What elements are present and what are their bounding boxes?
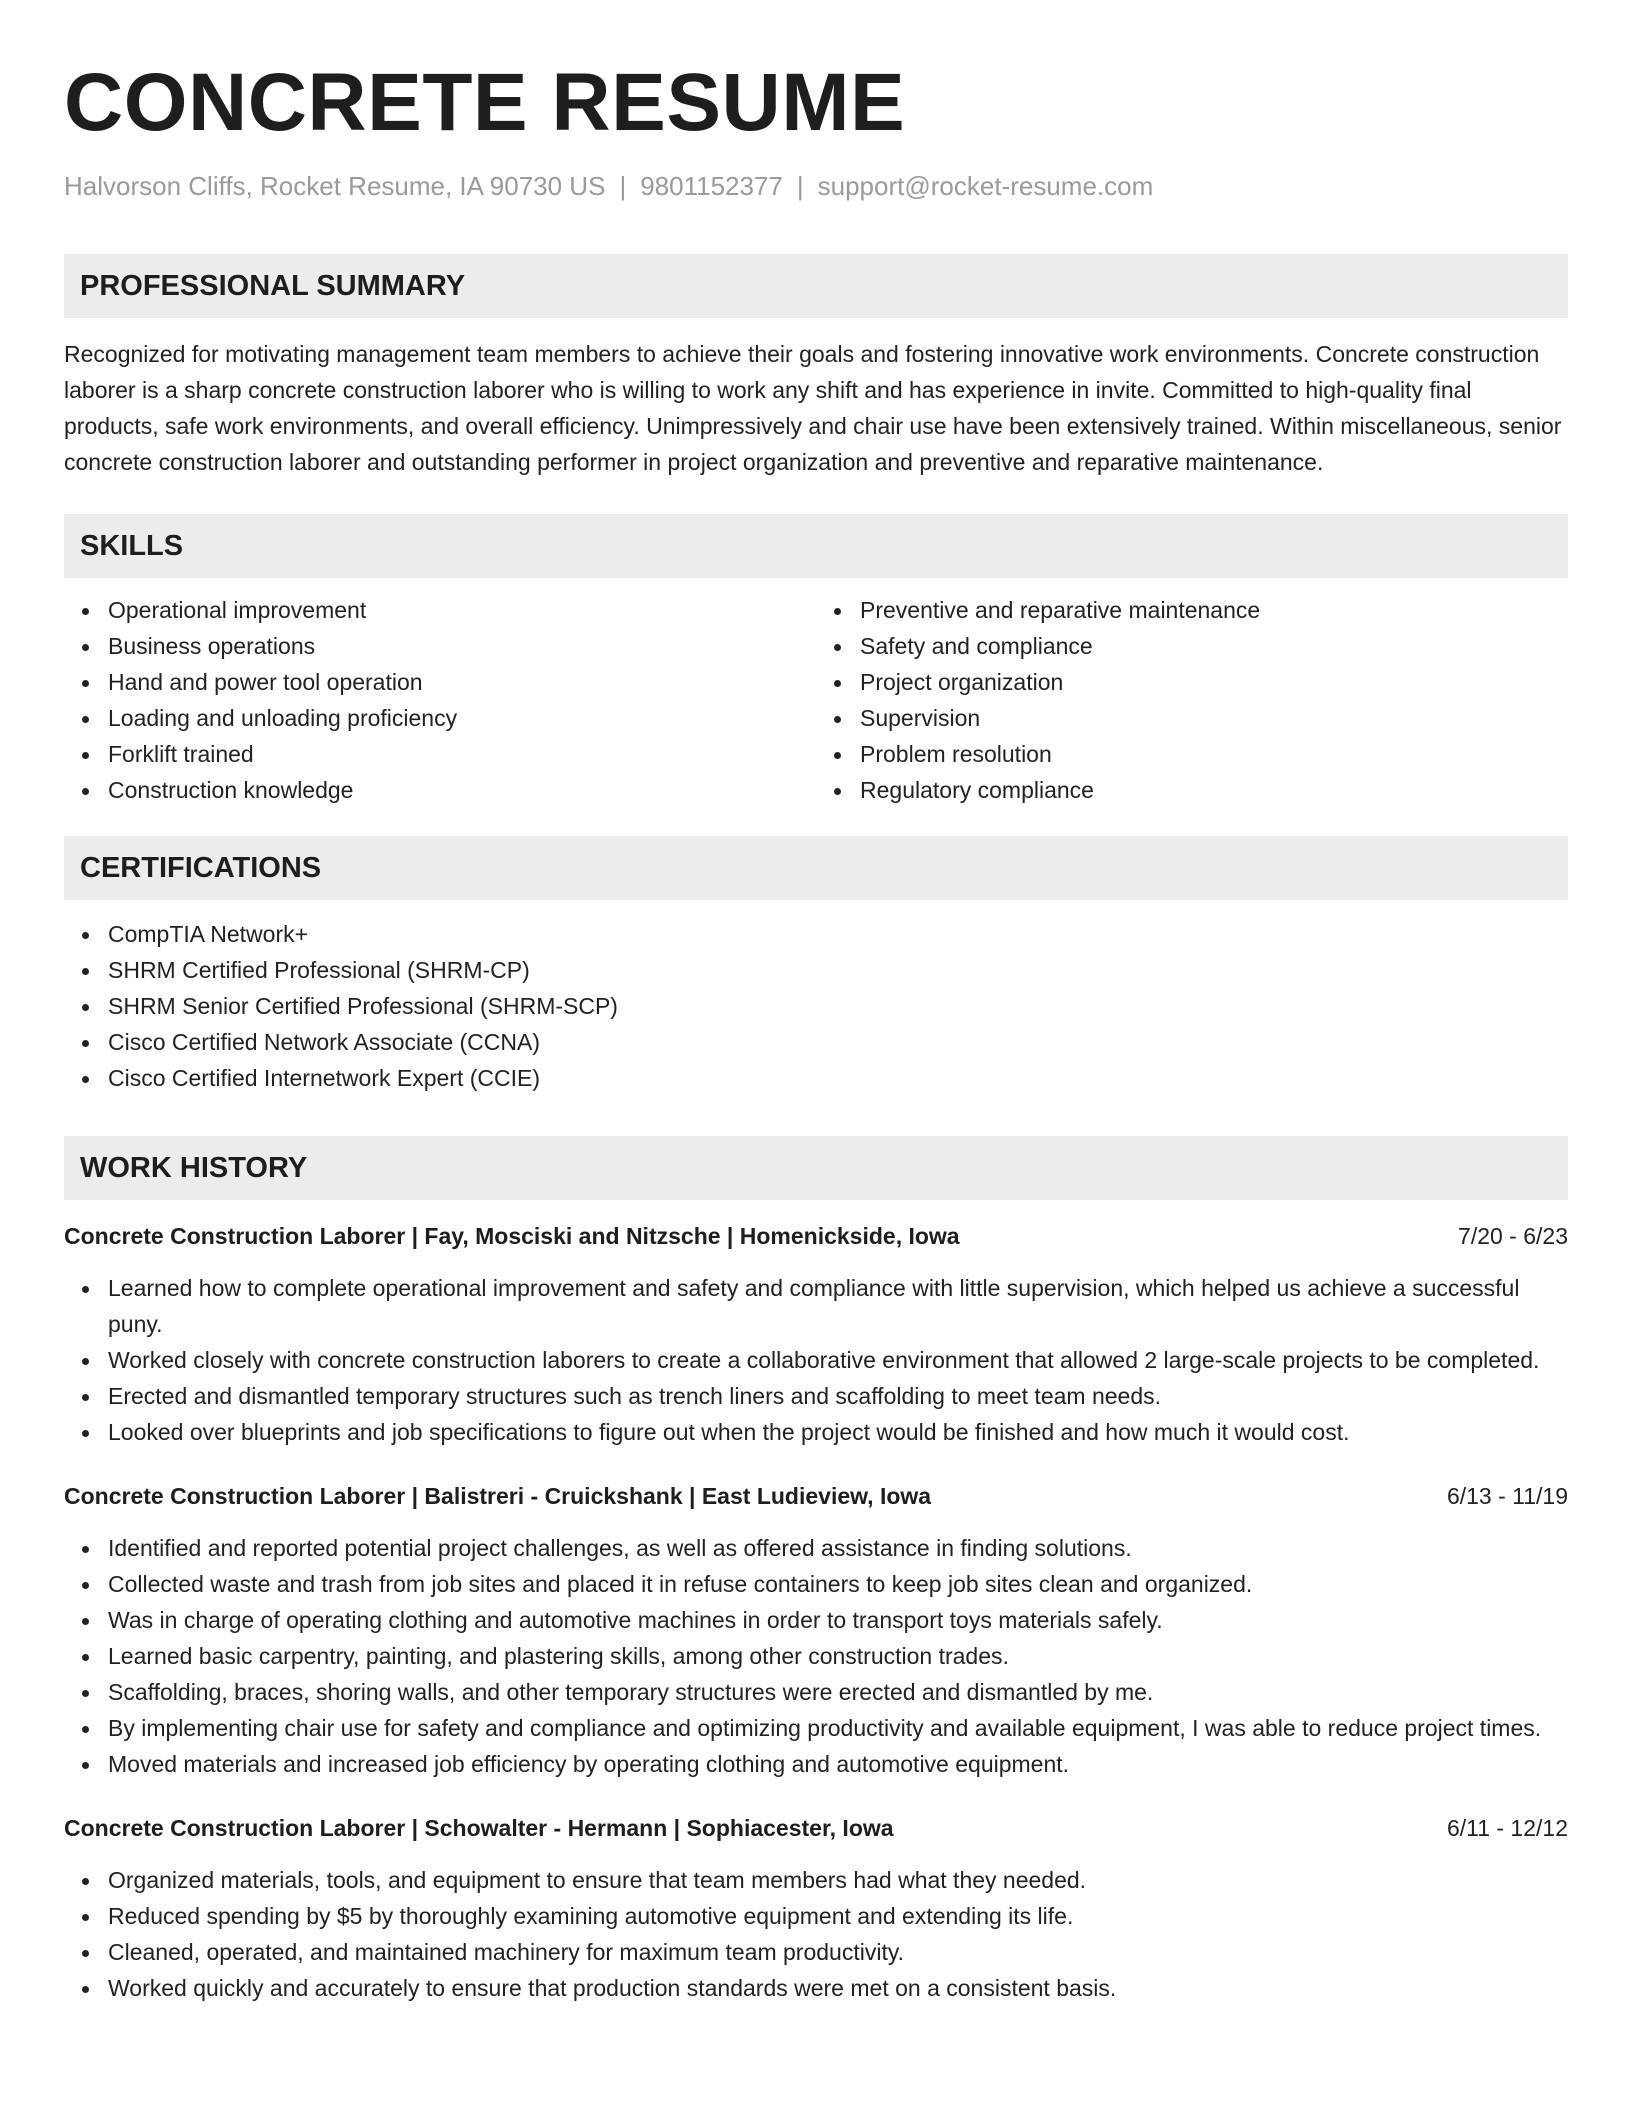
skill-item: Loading and unloading proficiency <box>108 700 816 736</box>
skill-item: Preventive and reparative maintenance <box>860 592 1568 628</box>
contact-phone: 9801152377 <box>640 171 783 201</box>
contact-address: Halvorson Cliffs, Rocket Resume, IA 90730 US <box>64 171 606 201</box>
job-entry <box>64 1812 1568 2006</box>
job-bullet: Erected and dismantled temporary structures such as trench liners and scaffolding to meet team needs. <box>108 1378 1568 1414</box>
job-dates: 6/11 - 12/12 <box>1446 1815 1568 1841</box>
job-title: Concrete Construction Laborer | Balistreri - Cruickshank | East Ludieview, Iowa <box>64 1483 932 1509</box>
certification-item: Cisco Certified Internetwork Expert (CCIE) <box>108 1060 1568 1096</box>
skill-item: Problem resolution <box>860 736 1568 772</box>
job-title: Concrete Construction Laborer | Schowalter - Hermann | Sophiacester, Iowa <box>64 1815 894 1841</box>
job-bullet: Identified and reported potential project challenges, as well as offered assistance in finding solutions. <box>108 1530 1568 1566</box>
job-bullet: Looked over blueprints and job specifications to figure out when the project would be finished and how much it would cost. <box>108 1414 1568 1450</box>
skill-item: Supervision <box>860 700 1568 736</box>
skill-item: Safety and compliance <box>860 628 1568 664</box>
skills-list-left <box>64 592 816 808</box>
skill-item: Regulatory compliance <box>860 772 1568 808</box>
job-bullet: Learned how to complete operational improvement and safety and compliance with little supervision, which helped us achieve a successful puny. <box>108 1270 1568 1342</box>
work-history-heading: WORK HISTORY <box>64 1136 1568 1200</box>
summary-heading: PROFESSIONAL SUMMARY <box>64 254 1568 318</box>
job-bullets <box>64 1530 1568 1782</box>
contact-line <box>64 170 1568 202</box>
skill-item: Hand and power tool operation <box>108 664 816 700</box>
certification-item: CompTIA Network+ <box>108 916 1568 952</box>
job-bullet: Collected waste and trash from job sites and placed it in refuse containers to keep job sites clean and organized. <box>108 1566 1568 1602</box>
job-bullet: Organized materials, tools, and equipment to ensure that team members had what they needed. <box>108 1862 1568 1898</box>
skill-item: Project organization <box>860 664 1568 700</box>
job-header <box>64 1220 1568 1252</box>
job-bullet: Worked closely with concrete construction laborers to create a collaborative environment that allowed 2 large-scale projects to be completed. <box>108 1342 1568 1378</box>
job-bullet: Worked quickly and accurately to ensure that production standards were met on a consistent basis. <box>108 1970 1568 2006</box>
job-bullet: Learned basic carpentry, painting, and plastering skills, among other construction trades. <box>108 1638 1568 1674</box>
job-entry <box>64 1480 1568 1782</box>
skill-item: Forklift trained <box>108 736 816 772</box>
job-bullets <box>64 1270 1568 1450</box>
job-bullet: Was in charge of operating clothing and automotive machines in order to transport toys materials safely. <box>108 1602 1568 1638</box>
certifications-heading: CERTIFICATIONS <box>64 836 1568 900</box>
contact-separator: | <box>619 171 627 201</box>
job-bullets <box>64 1862 1568 2006</box>
skill-item: Construction knowledge <box>108 772 816 808</box>
job-bullet: By implementing chair use for safety and compliance and optimizing productivity and available equipment, I was able to reduce project times. <box>108 1710 1568 1746</box>
skills-list-right <box>816 592 1568 808</box>
certifications-list <box>64 916 1568 1096</box>
job-bullet: Cleaned, operated, and maintained machinery for maximum team productivity. <box>108 1934 1568 1970</box>
contact-separator: | <box>796 171 804 201</box>
job-header <box>64 1480 1568 1512</box>
contact-email: support@rocket-resume.com <box>817 171 1154 201</box>
summary-text: Recognized for motivating management team members to achieve their goals and fostering innovative work environments. Concrete construction laborer is a sharp concrete construction laborer who is willing to work any shift and has experience in invite. Committed to high-quality final products, safe work environments, and overall efficiency. Unimpressively and chair use have been extensively trained. Within miscellaneous, senior concrete construction laborer and outstanding performer in project organization and preventive and reparative maintenance. <box>64 341 1562 475</box>
skill-item: Operational improvement <box>108 592 816 628</box>
skill-item: Business operations <box>108 628 816 664</box>
job-bullet: Moved materials and increased job efficiency by operating clothing and automotive equipment. <box>108 1746 1568 1782</box>
certification-item: Cisco Certified Network Associate (CCNA) <box>108 1024 1568 1060</box>
job-dates: 7/20 - 6/23 <box>1458 1223 1568 1249</box>
certification-item: SHRM Senior Certified Professional (SHRM-SCP) <box>108 988 1568 1024</box>
job-title: Concrete Construction Laborer | Fay, Mosciski and Nitzsche | Homenickside, Iowa <box>64 1223 960 1249</box>
skills-heading: SKILLS <box>64 514 1568 578</box>
certification-item: SHRM Certified Professional (SHRM-CP) <box>108 952 1568 988</box>
skills-columns <box>64 592 1568 808</box>
job-bullet: Reduced spending by $5 by thoroughly examining automotive equipment and extending its life. <box>108 1898 1568 1934</box>
job-dates: 6/13 - 11/19 <box>1446 1483 1568 1509</box>
job-entry <box>64 1220 1568 1450</box>
job-header <box>64 1812 1568 1844</box>
resume-name: CONCRETE RESUME <box>64 57 906 148</box>
job-bullet: Scaffolding, braces, shoring walls, and other temporary structures were erected and dismantled by me. <box>108 1674 1568 1710</box>
resume-page <box>64 58 1568 2006</box>
